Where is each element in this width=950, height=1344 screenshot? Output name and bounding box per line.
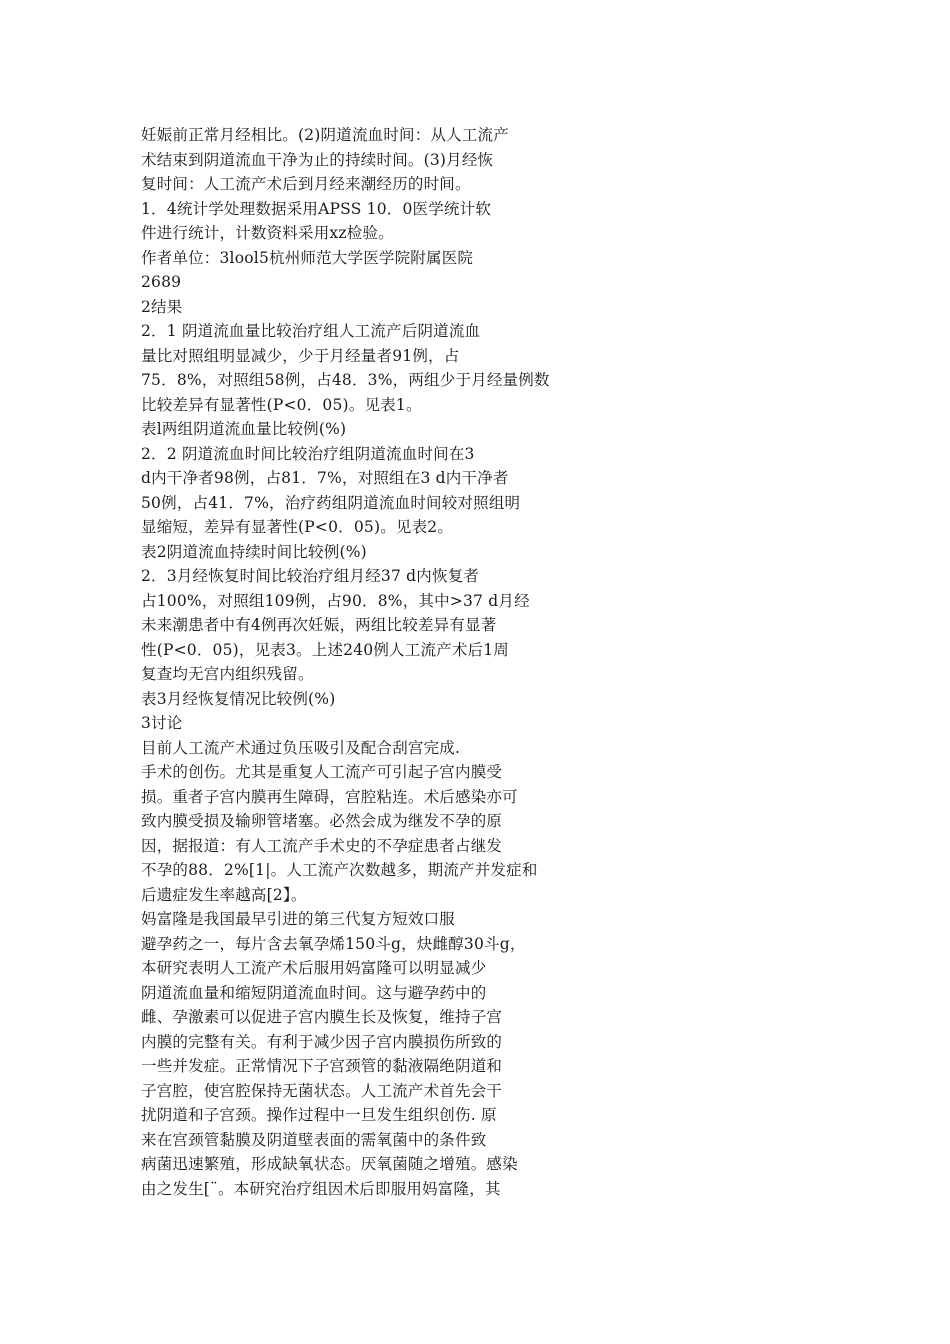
text-line: 扰阴道和子宫颈。操作过程中一旦发生组织创伤. 原 [141,1106,497,1124]
table-caption-2: 表2阴道流血持续时间比较例(%) [141,542,367,561]
page-number: 2689 [141,273,182,291]
text-line: 手术的创伤。尤其是重复人工流产可引起子宫内膜受 [141,763,503,781]
text-line: 子宫腔，使宫腔保持无菌状态。人工流产术首先会干 [141,1081,503,1100]
text-line: 性(P<0．05)，见表3。上述240例人工流产术后1周 [141,640,510,659]
text-line: 雌、孕激素可以促进子宫内膜生长及恢复，维持子宫 [141,1008,503,1026]
text-line: 2．2 阴道流血时间比较治疗组阴道流血时间在3 [141,444,475,463]
text-line: 本研究表明人工流产术后服用妈富隆可以明显减少 [141,959,487,977]
text-line: 因，据报道：有人工流产手术史的不孕症患者占继发 [141,836,503,855]
text-line: 术结束到阴道流血干净为止的持续时间。(3)月经恢 [141,150,494,169]
table-caption-1: 表l两组阴道流血量比较例(%) [141,420,347,438]
text-line: 50例，占41．7%，治疗药组阴道流血时间较对照组明 [141,493,521,512]
section-1-4-line: 1．4统计学处理数据采用APSS 10．0医学统计软 [141,199,492,218]
text-line: 来在宫颈管黏膜及阴道壁表面的需氧菌中的条件致 [141,1130,487,1149]
text-line: 阴道流血量和缩短阴道流血时间。这与避孕药中的 [141,983,487,1002]
text-line: 目前人工流产术通过负压吸引及配合刮宫完成. [141,738,461,757]
text-line: 占100%，对照组109例，占90．8%，其中>37 d月经 [141,591,530,610]
text-line: 2．3月经恢复时间比较治疗组月经37 d内恢复者 [141,567,480,585]
text-line: 复时间：人工流产术后到月经来潮经历的时间。 [141,175,471,193]
author-affiliation: 作者单位：3lool5杭州师范大学医学院附属医院 [141,248,474,267]
text-line: 量比对照组明显减少，少于月经量者91例，占 [141,346,460,365]
text-line: 内膜的完整有关。有利于减少因子宫内膜损伤所致的 [141,1032,503,1051]
text-line: 后遗症发生率越高[2】。 [141,885,307,904]
text-line: 不孕的88．2%[1|。人工流产次数越多，期流产并发症和 [141,861,538,879]
table-caption-3: 表3月经恢复情况比较例(%) [141,689,336,708]
text-line: 比较差异有显著性(P<0．05)。见表1。 [141,395,422,414]
text-line: 损。重者子宫内膜再生障碍，宫腔粘连。术后感染亦可 [141,787,518,806]
text-line: 75．8%，对照组58例，占48．3%，两组少于月经量例数 [141,371,550,389]
text-line: 一些并发症。正常情况下子宫颈管的黏液隔绝阴道和 [141,1057,503,1075]
text-line: 2．1 阴道流血量比较治疗组人工流产后阴道流血 [141,322,481,340]
text-line: 妊娠前正常月经相比。(2)阴道流血时间：从人工流产 [141,126,509,144]
text-line: d内干净者98例，占81．7%，对照组在3 d内干净者 [141,469,509,487]
text-line: 复查均无宫内组织残留。 [141,665,314,683]
text-line: 避孕药之一，每片含去氧孕烯150斗g，炔雌醇30斗g， [141,934,526,953]
text-line: 未来潮患者中有4例再次妊娠，两组比较差异有显著 [141,616,497,634]
text-line: 致内膜受损及输卵管堵塞。必然会成为继发不孕的原 [141,812,503,830]
document-body [141,123,901,1201]
text-line: 妈富隆是我国最早引进的第三代复方短效口服 [141,910,456,928]
section-heading-results: 2结果 [141,297,183,316]
text-line: 显缩短，差异有显著性(P<0．05)。见表2。 [141,518,454,536]
text-line: 病菌迅速繁殖，形成缺氧状态。厌氧菌随之增殖。感染 [141,1155,518,1173]
text-line: 由之发生[¨。本研究治疗组因术后即服用妈富隆，其 [141,1179,501,1198]
text-line: 件进行统计，计数资料采用xz检验。 [141,224,394,242]
section-heading-discussion: 3讨论 [141,714,183,732]
